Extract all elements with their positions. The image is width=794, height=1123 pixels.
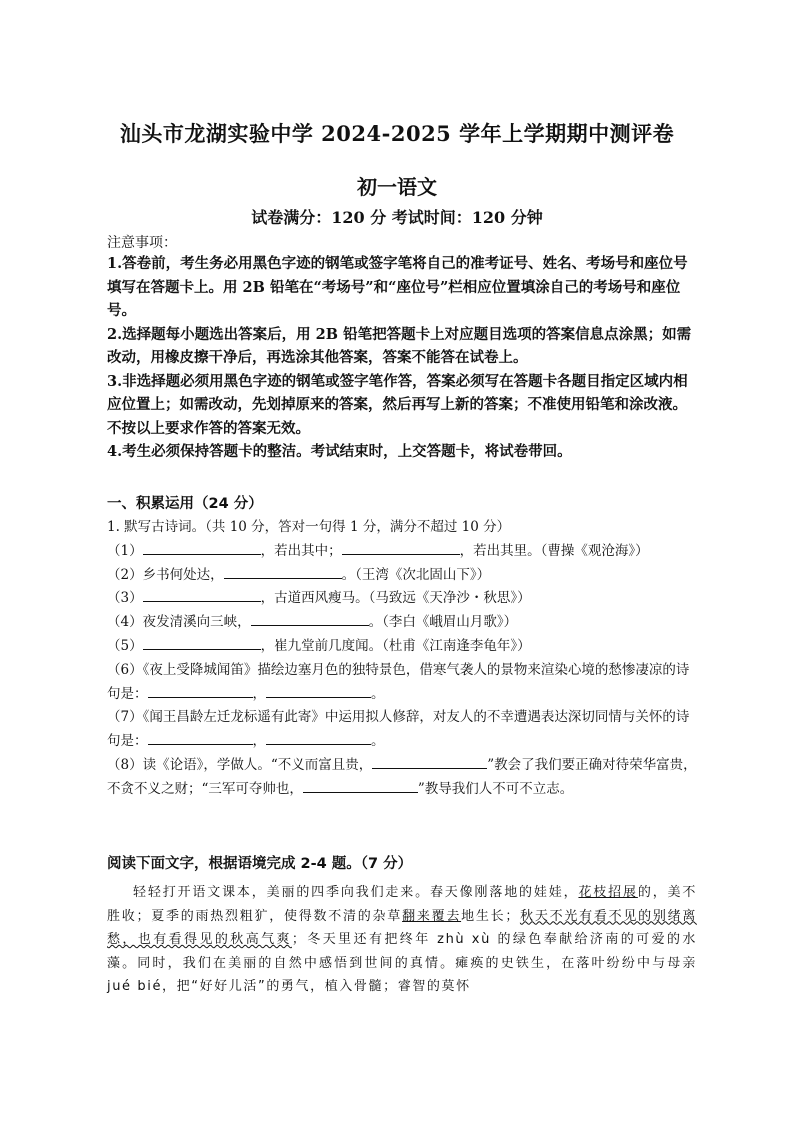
reading-passage bbox=[107, 881, 697, 999]
exam-title: 汕头市龙湖实验中学 2024-2025 学年上学期期中测评卷 bbox=[119, 121, 675, 146]
answer-blank[interactable] bbox=[148, 683, 253, 698]
reading-heading: 阅读下面文字，根据语境完成 2-4 题。（7 分） bbox=[107, 856, 413, 872]
underlined-phrase: 翻来覆去 bbox=[402, 908, 462, 924]
exam-meta: 试卷满分：120 分 考试时间：120 分钟 bbox=[251, 208, 543, 227]
question-item: （1） ，若出其中； ，若出其里。（曹操《观沧海》） bbox=[107, 540, 697, 564]
notice-heading: 注意事项： bbox=[107, 235, 177, 251]
answer-blank[interactable] bbox=[303, 778, 418, 793]
question-item: （5） ，崔九堂前几度闻。（杜甫《江南逢李龟年》） bbox=[107, 635, 697, 659]
answer-blank[interactable] bbox=[148, 730, 253, 745]
answer-blank[interactable] bbox=[143, 587, 261, 602]
answer-blank[interactable] bbox=[143, 540, 261, 555]
question-intro: 1. 默写古诗词。（共 10 分，答对一句得 1 分，满分不超过 10 分） bbox=[107, 519, 511, 535]
answer-blank[interactable] bbox=[251, 611, 369, 626]
answer-blank[interactable] bbox=[224, 564, 342, 579]
question-item: （2）乡书何处达， 。（王湾《次北固山下》） bbox=[107, 564, 697, 588]
question-item: （8）读《论语》，学做人。“不义而富且贵， ”教会了我们要正确对待荣华富贵，不贪不义之财；“三军可夺帅也， ”教导我们人不可不立志。 bbox=[107, 754, 697, 802]
question-item: （3） ，古道西风瘦马。（马致远《天净沙・秋思》） bbox=[107, 587, 697, 611]
notice-item: 3.非选择题必须用黑色字迹的钢笔或签字笔作答，答案必须写在答题卡各题目指定区域内相应位置上；如需改动，先划掉原来的答案，然后再写上新的答案；不准使用铅笔和涂改液。不按以上要求作答的答案无效。 bbox=[107, 372, 688, 437]
question-item: （6）《夜上受降城闻笛》描绘边塞月色的独特景色，借寒气袭人的景物来渲染心境的愁惨凄凉的诗句是： ， 。 bbox=[107, 661, 690, 702]
answer-blank[interactable] bbox=[372, 754, 487, 769]
wavy-underlined-sentence: 秋天不光有看不见的别绪离愁，也有看得见的秋高气爽 bbox=[107, 908, 697, 947]
notice-item: 4.考生必须保持答题卡的整洁。考试结束时，上交答题卡，将试卷带回。 bbox=[107, 443, 572, 460]
notice-item: 2.选择题每小题选出答案后，用 2B 铅笔把答题卡上对应题目选项的答案信息点涂黑；如需改动，用橡皮擦干净后，再选涂其他答案，答案不能答在试卷上。 bbox=[107, 325, 692, 366]
section-heading: 一、积累运用（24 分） bbox=[107, 496, 263, 512]
answer-blank[interactable] bbox=[143, 635, 261, 650]
question-1 bbox=[107, 516, 697, 802]
answer-blank[interactable] bbox=[266, 730, 371, 745]
question-item: （7）《闻王昌龄左迁龙标遥有此寄》中运用拟人修辞，对友人的不幸遭遇表达深切同情与关怀的诗句是： ， 。 bbox=[107, 709, 690, 750]
notice-item: 1.答卷前，考生务必用黑色字迹的钢笔或签字笔将自己的准考证号、姓名、考场号和座位号填写在答题卡上。用 2B 铅笔在“考场号”和“座位号”栏相应位置填涂自己的考场号和座位号。 bbox=[107, 255, 688, 319]
passage-paragraph: 轻轻打开语文课本，美丽的四季向我们走来。春天像刚落地的娃娃，花枝招展的，美不胜收；夏季的雨热烈粗犷，使得数不清的杂草翻来覆去地生长；秋天不光有看不见的别绪离愁，也有看得见的秋高气爽；冬天里还有把终年 zhù xù 的绿色奉献给济南的可爱的水藻。同时，我们在美丽的自然中感悟到世间的真情。瘫痪的史铁生，在落叶纷纷中与母亲 jué bié，把“好好儿活”的勇气，植入骨髓；睿智的莫怀 bbox=[107, 885, 697, 994]
answer-blank[interactable] bbox=[342, 540, 460, 555]
subject-title: 初一语文 bbox=[357, 175, 437, 199]
notice-list bbox=[107, 252, 697, 464]
question-item: （4）夜发清溪向三峡， 。（李白《峨眉山月歌》） bbox=[107, 611, 697, 635]
answer-blank[interactable] bbox=[266, 683, 371, 698]
underlined-phrase: 花枝招展 bbox=[578, 885, 638, 900]
